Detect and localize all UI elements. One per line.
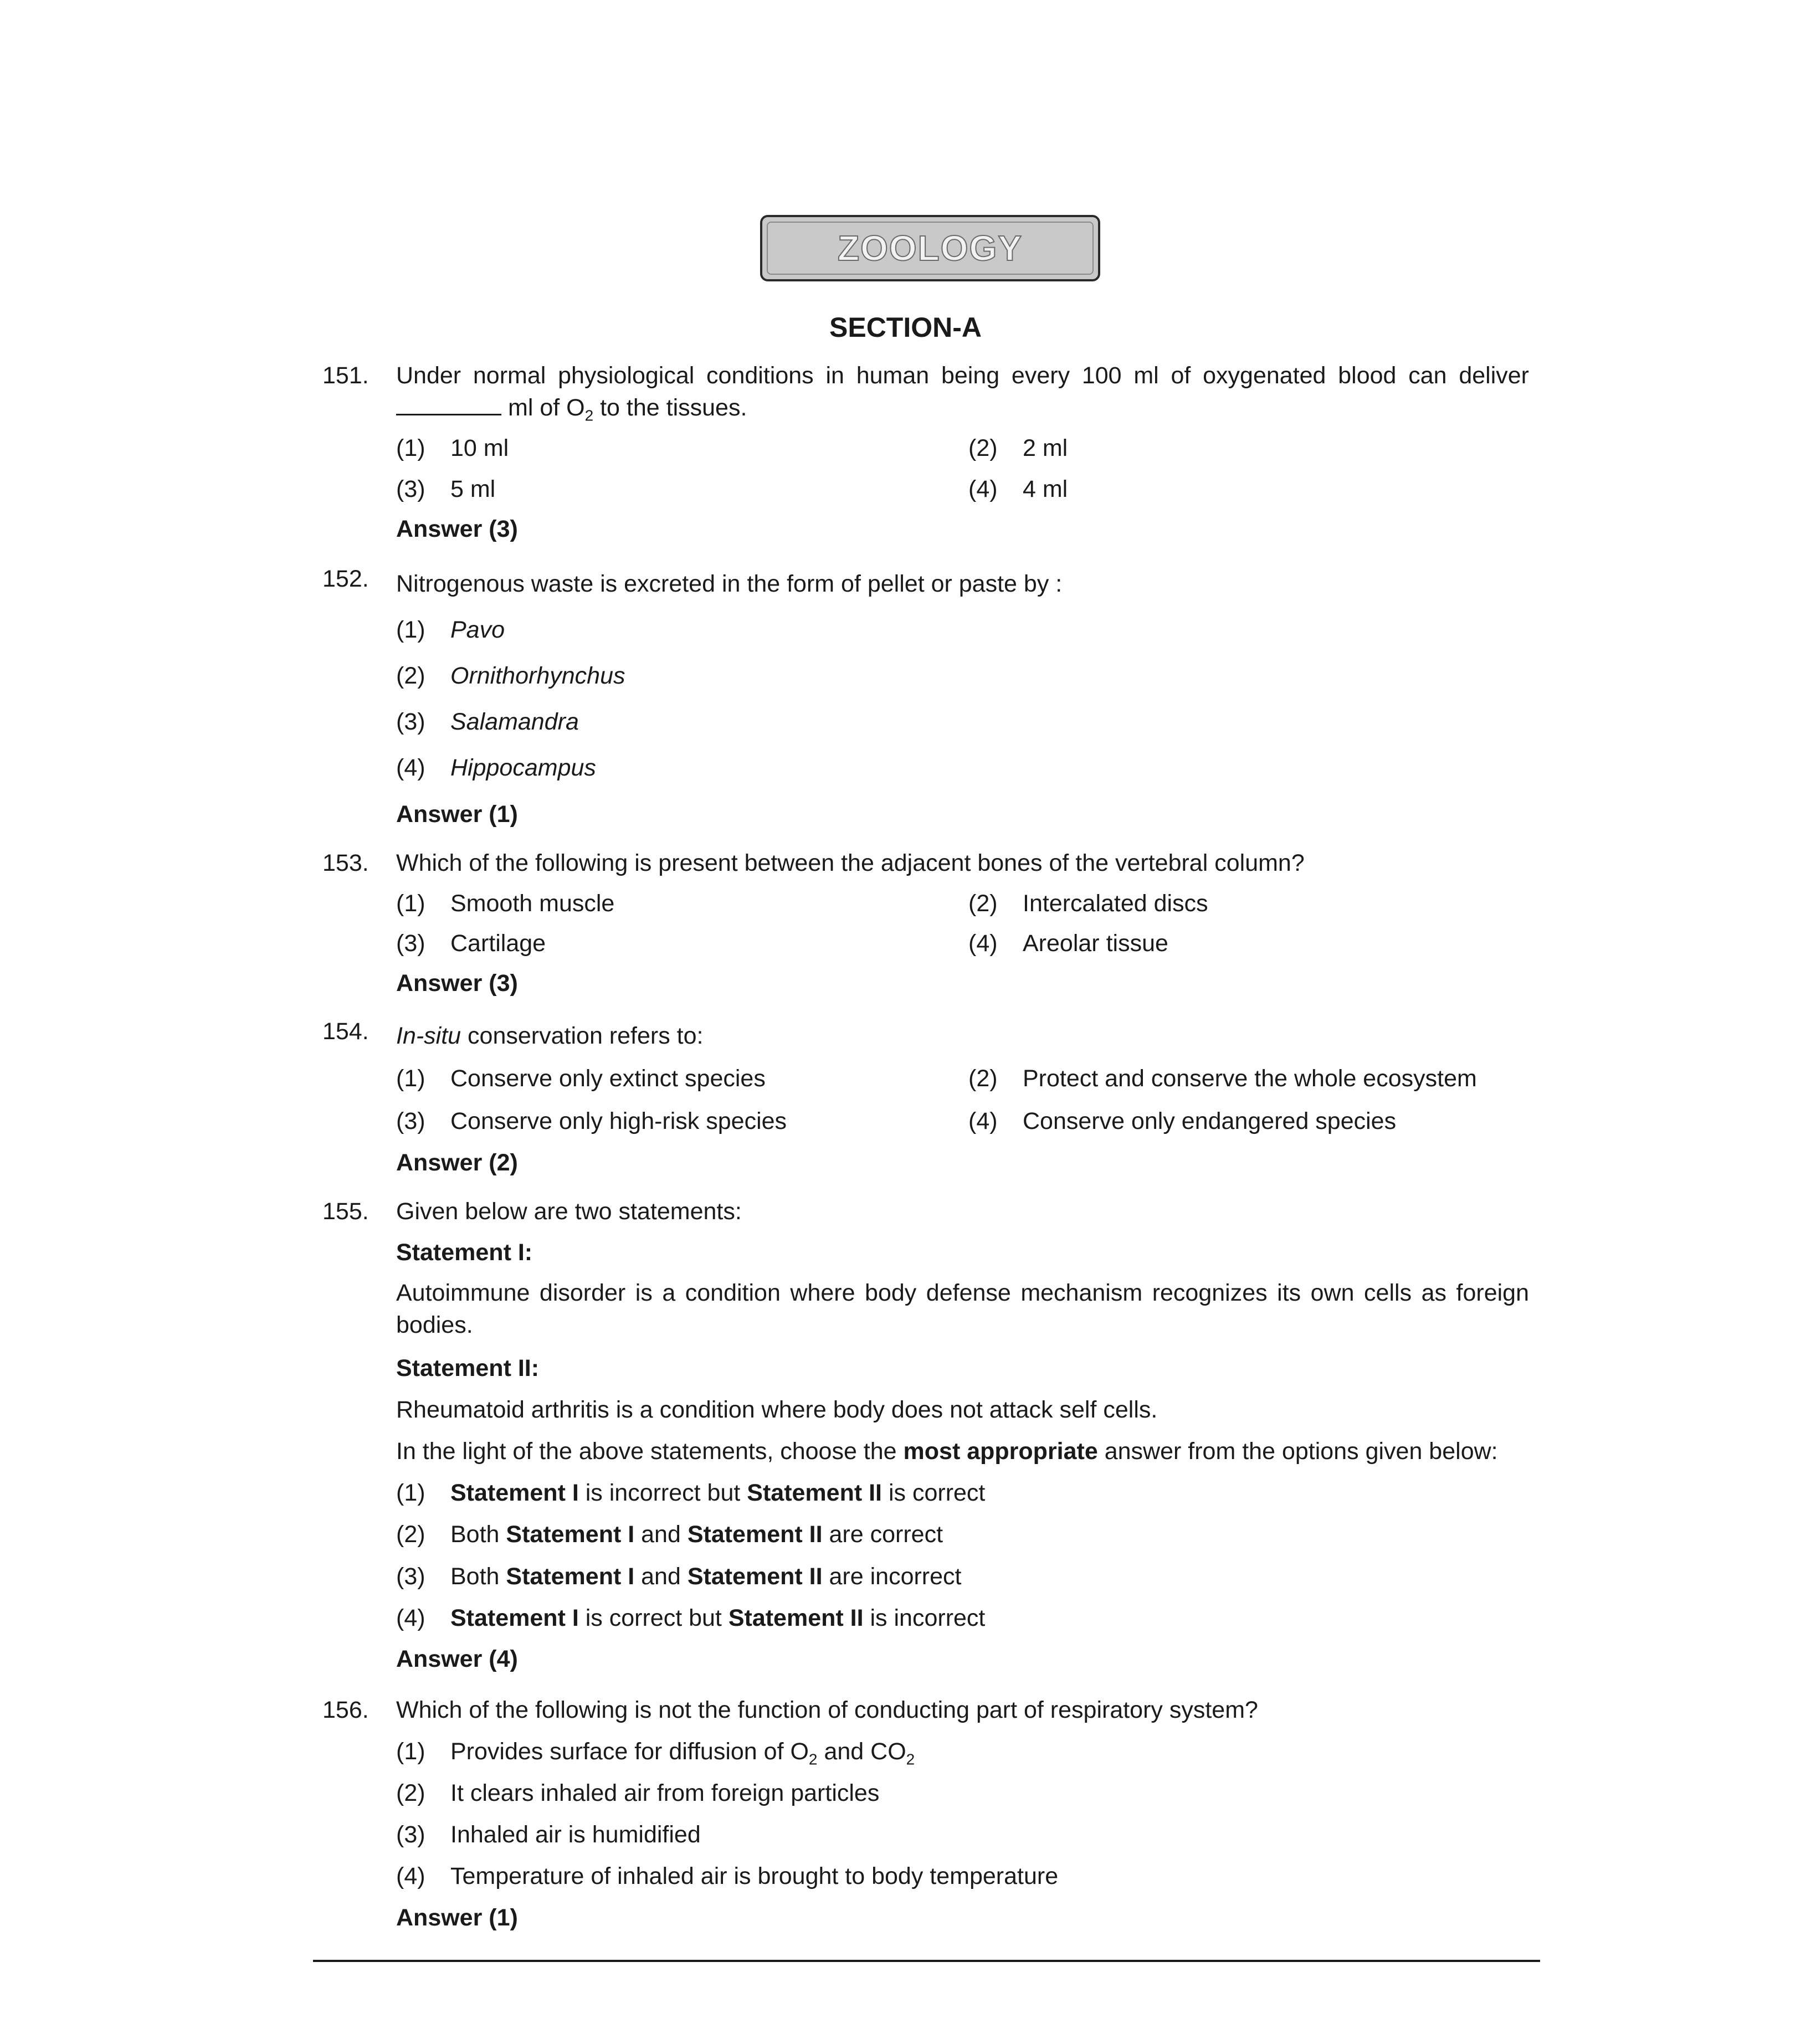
text-part: is correct [882, 1480, 986, 1506]
option-text: Pavo [450, 617, 505, 643]
text-part: answer from the options given below: [1097, 1438, 1498, 1465]
text-part: Both [450, 1521, 506, 1548]
option-text [450, 1738, 915, 1769]
option-text: 5 ml [450, 476, 496, 502]
option-number: (2) [968, 890, 998, 917]
text-part: and CO [817, 1738, 906, 1765]
question-number: 152. [322, 566, 369, 592]
answer-label: Answer (2) [396, 1149, 518, 1176]
answer-label: Answer (1) [396, 801, 518, 828]
text-part: and [634, 1563, 688, 1590]
text-part: are incorrect [822, 1563, 962, 1590]
option-text: Hippocampus [450, 754, 596, 781]
question-text: Nitrogenous waste is excreted in the form of pellet or paste by : [396, 571, 1063, 597]
text-part: is incorrect but [578, 1480, 747, 1506]
banner-title: ZOOLOGY [838, 228, 1023, 268]
option-text: Areolar tissue [1023, 930, 1168, 957]
statement-2-text: Rheumatoid arthritis is a condition where body does not attack self cells. [396, 1396, 1158, 1423]
bold-term: Statement II [728, 1605, 864, 1631]
option-number: (1) [396, 435, 425, 461]
option-text: Inhaled air is humidified [450, 1821, 701, 1848]
option-text [450, 1563, 962, 1590]
option-number: (3) [396, 1108, 425, 1134]
option-text [450, 1521, 943, 1548]
question-text: Under normal physiological conditions in human being every 100 ml of oxygenated blood can deliver [396, 362, 1529, 389]
question-text: Which of the following is present between the adjacent bones of the vertebral column? [396, 850, 1305, 876]
option-number: (4) [396, 1863, 425, 1889]
option-number: (3) [396, 476, 425, 502]
option-number: (4) [396, 754, 425, 781]
option-text [450, 1605, 985, 1632]
subscript: 2 [584, 407, 594, 424]
option-number: (1) [396, 1065, 425, 1092]
text-part: are correct [822, 1521, 943, 1548]
footer-divider [313, 1960, 1540, 1962]
text-part: and [634, 1521, 688, 1548]
option-text [450, 1480, 985, 1507]
emphasis-text: most appropriate [903, 1438, 1098, 1465]
bold-term: Statement I [506, 1563, 635, 1590]
text-part: is incorrect [863, 1605, 986, 1631]
italic-term: In-situ [396, 1023, 461, 1049]
option-number: (3) [396, 1821, 425, 1848]
option-text: Protect and conserve the whole ecosystem [1023, 1065, 1477, 1092]
option-text: Smooth muscle [450, 890, 615, 917]
text-part: conservation refers to: [461, 1023, 704, 1049]
option-text: 2 ml [1023, 435, 1068, 461]
bold-term: Statement II [687, 1563, 823, 1590]
text-part: Both [450, 1563, 506, 1590]
question-text-line2 [396, 394, 747, 425]
option-text: Salamandra [450, 708, 579, 735]
question-text: Which of the following is not the function of conducting part of respiratory system? [396, 1697, 1258, 1723]
option-number: (2) [968, 435, 998, 461]
option-number: (4) [968, 476, 998, 502]
answer-label: Answer (3) [396, 516, 518, 542]
option-number: (4) [968, 930, 998, 957]
bold-term: Statement I [450, 1480, 579, 1506]
question-number: 154. [322, 1018, 369, 1045]
option-text: Temperature of inhaled air is brought to body temperature [450, 1863, 1059, 1889]
text-part: is correct but [578, 1605, 728, 1631]
option-text: 4 ml [1023, 476, 1068, 502]
bold-term: Statement II [687, 1521, 823, 1548]
option-number: (3) [396, 1563, 425, 1590]
text-part: ml of O [508, 394, 585, 421]
zoology-banner [760, 215, 1100, 281]
option-text: Conserve only endangered species [1023, 1108, 1397, 1134]
option-number: (3) [396, 708, 425, 735]
option-text: 10 ml [450, 435, 509, 461]
question-number: 156. [322, 1697, 369, 1723]
subscript: 2 [906, 1750, 915, 1768]
text-part: to the tissues. [593, 394, 747, 421]
option-number: (1) [396, 617, 425, 643]
option-text: Conserve only extinct species [450, 1065, 766, 1092]
question-number: 155. [322, 1198, 369, 1225]
option-text: Ornithorhynchus [450, 662, 625, 689]
question-text [396, 1023, 703, 1050]
statement-1-label: Statement I: [396, 1239, 533, 1266]
question-number: 151. [322, 362, 369, 389]
statement-2-label: Statement II: [396, 1355, 540, 1382]
bold-term: Statement I [450, 1605, 579, 1631]
option-number: (1) [396, 1738, 425, 1765]
question-number: 153. [322, 850, 369, 876]
option-number: (3) [396, 930, 425, 957]
answer-label: Answer (4) [396, 1646, 518, 1672]
option-text: Cartilage [450, 930, 546, 957]
question-text: Given below are two statements: [396, 1198, 742, 1225]
bold-term: Statement I [506, 1521, 635, 1548]
option-number: (1) [396, 1480, 425, 1506]
option-text: It clears inhaled air from foreign particles [450, 1780, 880, 1806]
instruction-text [396, 1438, 1498, 1465]
option-number: (2) [396, 1521, 425, 1548]
option-number: (4) [968, 1108, 998, 1134]
option-number: (2) [396, 662, 425, 689]
option-number: (4) [396, 1605, 425, 1631]
answer-label: Answer (3) [396, 970, 518, 997]
text-part: Provides surface for diffusion of O [450, 1738, 809, 1765]
fill-blank [396, 414, 501, 415]
answer-label: Answer (1) [396, 1904, 518, 1931]
section-title: SECTION-A [829, 312, 982, 343]
option-number: (2) [396, 1780, 425, 1806]
option-text: Conserve only high-risk species [450, 1108, 787, 1134]
option-number: (2) [968, 1065, 998, 1092]
option-number: (1) [396, 890, 425, 917]
bold-term: Statement II [747, 1480, 883, 1506]
text-part: In the light of the above statements, choose the [396, 1438, 904, 1465]
subscript: 2 [808, 1750, 818, 1768]
statement-1-text: Autoimmune disorder is a condition where body defense mechanism recognizes its own cells as foreign bodies. [396, 1280, 1529, 1338]
option-text: Intercalated discs [1023, 890, 1208, 917]
